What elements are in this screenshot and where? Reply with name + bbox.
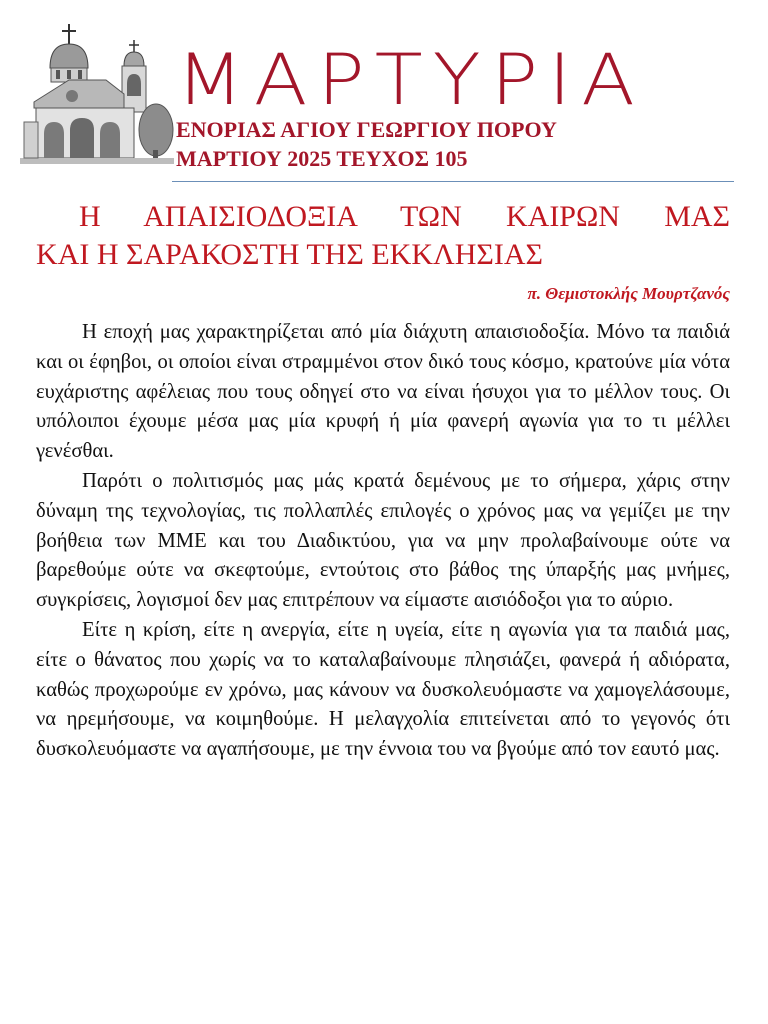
article-paragraph-2: Παρότι ο πολιτισμός μας μάς κρατά δεμένους με το σήμερα, χάρις στην δύναμη της τεχνολογίας, τις πολλαπλές επιλογές ο χρόνος μας να γεμίζει με την βοήθεια των ΜΜΕ και του Διαδικτύου, για να μην προλαβαίνουμε ούτε να βαρεθούμε ούτε να σκεφτούμε, εντούτοις στο βάθος της ύπαρξής μας μνήμες, συγκρίσεις, λογισμοί δεν μας επιτρέπουν να είμαστε αισιόδοξοι για το αύριο. (36, 469, 730, 612)
parish-name: ΕΝΟΡΙΑΣ ΑΓΙΟΥ ΓΕΩΡΓΙΟΥ ΠΟΡΟΥ (176, 117, 557, 142)
newsletter-title: ΜΑΡΤΥΡΙΑ (176, 39, 646, 121)
article-title-line-2: ΚΑΙ Η ΣΑΡΑΚΟΣΤΗ ΤΗΣ ΕΚΚΛΗΣΙΑΣ (36, 238, 544, 271)
article-title (36, 198, 730, 274)
article-author: π. Θεμιστοκλής Μουρτζανός (527, 284, 730, 303)
article-paragraph-3: Είτε η κρίση, είτε η ανεργία, είτε η υγεία, είτε η αγωνία για τα παιδιά μας, είτε ο θάνατος που χωρίς να το καταλαβαίνουμε πλησιάζει, φανερά ή αδιόρατα, καθώς προχωρούμε εν χρόνω, μας κάνουν να δυσκολευόμαστε να χαμογελάσουμε, να ηρεμήσουμε, να κοιμηθούμε. Η μελαγχολία επιτείνεται από το γεγονός ότι δυσκολευόμαστε να αγαπήσουμε, με την έννοια του να βγούμε από τον εαυτό μας. (36, 618, 730, 761)
article-paragraph-1: Η εποχή μας χαρακτηρίζεται από μία διάχυτη απαισιοδοξία. Μόνο τα παιδιά και οι έφηβοι, οι οποίοι είναι στραμμένοι στον δικό τους κόσμο, κρατούνε μία νότα ευχάριστης αφέλειας που τους οδηγεί στο να είναι ήσυχοι για το μέλλον τους. Οι υπόλοιποι έχουμε μέσα μας μία κρυφή ή μία φανερή αγωνία για το τι μέλλει γενέσθαι. (36, 321, 730, 463)
article-body (36, 318, 730, 765)
issue-info: ΜΑΡΤΙΟΥ 2025 ΤΕΥΧΟΣ 105 (176, 146, 468, 171)
masthead-divider (172, 181, 734, 182)
article-title-line-1: Η ΑΠΑΙΣΙΟΔΟΞΙΑ ΤΩΝ ΚΑΙΡΩΝ ΜΑΣ (79, 200, 730, 233)
church-illustration (14, 22, 174, 168)
